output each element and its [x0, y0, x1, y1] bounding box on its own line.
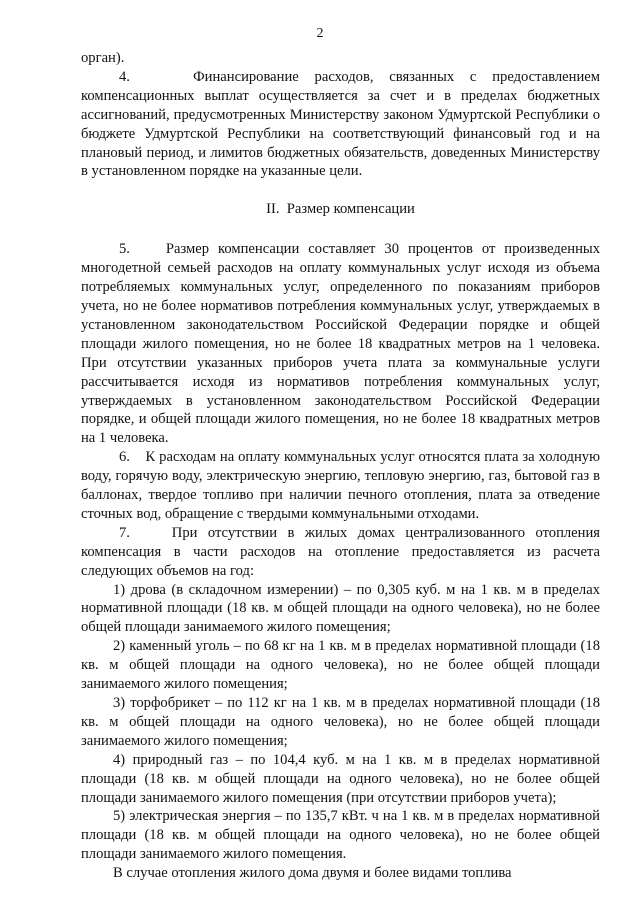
- section-heading: II. Размер компенсации: [266, 201, 415, 218]
- continuation-text: орган).: [81, 50, 125, 66]
- list-item-coal: 2) каменный уголь – по 68 кг на 1 кв. м в пределах нормативной площади (18 кв. м общей площади на одного человека), но не более общей площади занимаемого жилого помещения;: [81, 638, 600, 693]
- document-body: [81, 49, 600, 883]
- final-paragraph: В случае отопления жилого дома двумя и более видами топлива: [113, 865, 512, 882]
- list-item-peat-briquette: 3) торфобрикет – по 112 кг на 1 кв. м в пределах нормативной площади (18 кв. м общей площади на одного человека), но не более общей площади занимаемого жилого помещения;: [81, 695, 600, 749]
- list-item-firewood: 1) дрова (в складочном измерении) – по 0,305 куб. м на 1 кв. м в пределах нормативной площади (18 кв. м общей площади на одного человека), но не более общей площади занимаемого жилого помещения;: [81, 581, 600, 636]
- paragraph-5: 5. Размер компенсации составляет 30 процентов от произведенных многодетной семьей расходов на оплату коммунальных услуг исходя из объема потребляемых коммунальных услуг, определенного по показаниям приборов учета, но не более нормативов потребления коммунальных услуг, утверждаемых в установленном законодательством Российской Федерации порядке и общей площади жилого помещения, но не более 18 квадратных метров на 1 человека. При отсутствии указанных приборов учета плата за коммунальные услуги рассчитывается исходя из нормативов потребления коммунальных услуг, утверждаемых в установленном законодательством Российской Федерации порядке, и общей площади жилого помещения, но не более 18 квадратных метров на 1 человека.: [81, 241, 600, 447]
- paragraph-7: 7. При отсутствии в жилых домах централизованного отопления компенсация в части расходов на отопление предоставляется из расчета следующих объемов на год:: [81, 524, 600, 579]
- paragraph-6: 6. К расходам на оплату коммунальных услуг относятся плата за холодную воду, горячую воду, электрическую энергию, тепловую энергию, газ, бытовой газ в баллонах, твердое топливо при наличии печного отопления, плата за отведение сточных вод, обращение с твердыми коммунальными отходами.: [81, 449, 600, 522]
- page-number: 2: [316, 26, 324, 41]
- paragraph-4: 4. Финансирование расходов, связанных с предоставлением компенсационных выплат осуществляется за счет и в пределах бюджетных ассигнований, предусмотренных Министерству законом Удмуртской Республики о бюджете Удмуртской Республики на соответствующий финансовый год и на плановый период, и лимитов бюджетных обязательств, доведенных Министерству в установленном порядке на указанные цели.: [81, 68, 600, 180]
- list-item-electricity: 5) электрическая энергия – по 135,7 кВт. ч на 1 кв. м в пределах нормативной площади (18 кв. м общей площади на одного человека), но не более общей площади занимаемого жилого помещения.: [81, 808, 600, 863]
- list-item-natural-gas: 4) природный газ – по 104,4 куб. м на 1 кв. м в пределах нормативной площади (18 кв. м общей площади на одного человека), но не более общей площади занимаемого жилого помещения (при отсутствии приборов учета);: [81, 751, 600, 806]
